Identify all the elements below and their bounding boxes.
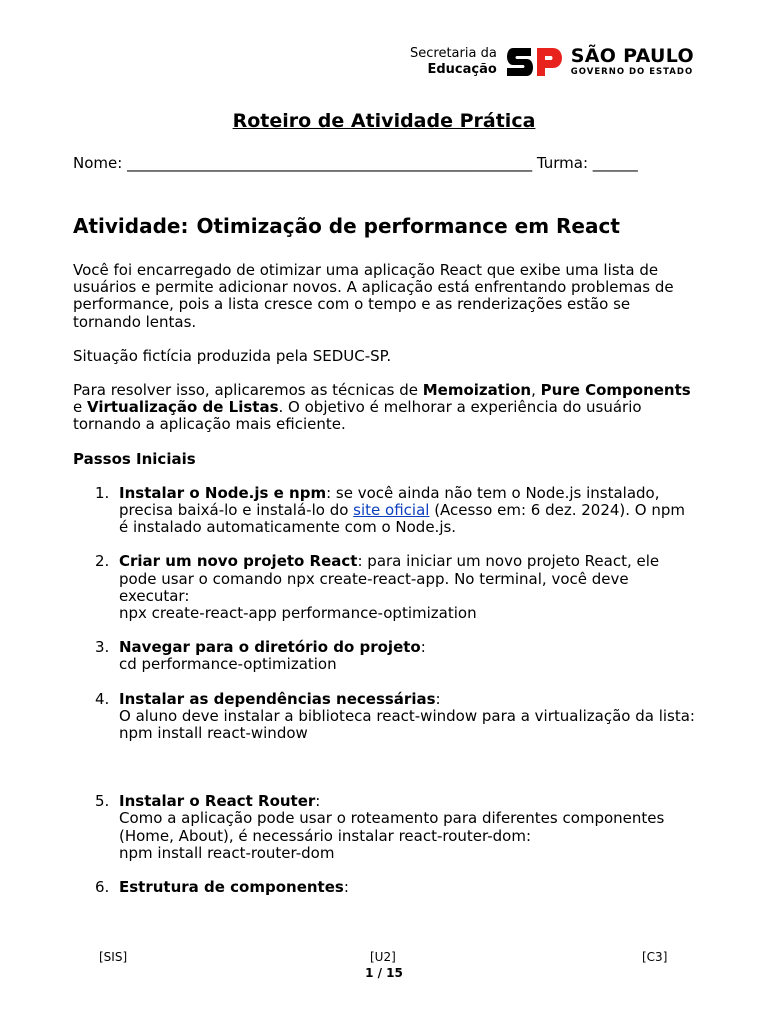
- brand-name: SÃO PAULO: [570, 45, 694, 67]
- fictitious-note: Situação fictícia produzida pela SEDUC-SP.: [73, 346, 392, 365]
- step-text: :: [420, 638, 426, 657]
- step-text: : para iniciar um novo projeto React, ele pode usar o comando npx create-react-app. No terminal, você deve executar:: [119, 552, 660, 605]
- steps-heading-text: Passos Iniciais: [73, 449, 196, 468]
- step-item-4: [73, 691, 698, 743]
- secretaria-line1: Secretaria da: [410, 46, 497, 61]
- step-title: Criar um novo projeto React: [119, 552, 358, 571]
- step-item-6: [73, 879, 698, 896]
- page-title: Roteiro de Atividade Prática: [232, 110, 536, 132]
- step-text: :: [343, 878, 349, 897]
- activity-title: Otimização de performance em React: [196, 214, 620, 238]
- turma-blank: ______: [592, 154, 638, 172]
- step-text: :: [435, 689, 441, 708]
- step-item-2: [73, 553, 698, 622]
- turma-label: Turma:: [536, 154, 589, 172]
- nome-label: Nome:: [73, 154, 123, 172]
- step-title: Estrutura de componentes: [119, 878, 344, 897]
- techniques-paragraph: [73, 382, 698, 434]
- footer-mid-code: [U2]: [370, 950, 396, 964]
- step-title: Navegar para o diretório do projeto: [119, 638, 421, 657]
- document-body: [73, 262, 698, 913]
- name-class-line: [73, 154, 638, 172]
- step-title: Instalar as dependências necessárias: [119, 689, 436, 708]
- steps-heading: [73, 451, 698, 468]
- step-title: Instalar o Node.js e npm: [119, 483, 327, 502]
- step-description: O aluno deve instalar a biblioteca react-window para a virtualização da lista:: [119, 706, 695, 725]
- step-command: npm install react-window: [119, 724, 308, 743]
- footer-right-code: [C3]: [642, 950, 668, 964]
- step-item-1: [73, 485, 698, 537]
- techniques-post: . O objetivo é melhorar a experiência do usuário tornando a aplicação mais eficiente.: [73, 398, 642, 434]
- step-number: 3.: [95, 638, 110, 657]
- secretaria-line2: Educação: [427, 62, 497, 77]
- step-number: 1.: [95, 483, 110, 502]
- step-number: 2.: [95, 552, 110, 571]
- step-title: Instalar o React Router: [119, 792, 316, 811]
- techniques-sep1: ,: [531, 381, 541, 400]
- step-item-3: [73, 639, 698, 673]
- sao-paulo-brand: [571, 46, 694, 78]
- step-command: npm install react-router-dom: [119, 843, 335, 862]
- sp-education-logo: [410, 44, 694, 80]
- nome-blank: ______________________________________________________: [127, 154, 533, 172]
- techniques-pre: Para resolver isso, aplicaremos as técnicas de: [73, 381, 423, 400]
- footer-left-code: [SIS]: [99, 950, 128, 964]
- technique-memoization: Memoization: [422, 381, 532, 400]
- official-site-link[interactable]: site oficial: [353, 501, 430, 520]
- activity-label: Atividade:: [73, 214, 189, 238]
- techniques-sep2: e: [73, 398, 87, 417]
- step-command: npx create-react-app performance-optimization: [119, 604, 477, 623]
- step-number: 4.: [95, 689, 110, 708]
- sp-mark-icon: [505, 46, 565, 78]
- step-number: 5.: [95, 792, 110, 811]
- step-description: Como a aplicação pode usar o roteamento para diferentes componentes (Home, About), é necessário instalar react-router-dom:: [119, 809, 665, 845]
- step-text: : se você ainda não tem o Node.js instalado, precisa baixá-lo e instalá-lo do: [119, 483, 660, 520]
- activity-heading: [73, 214, 620, 238]
- step-command: cd performance-optimization: [119, 655, 337, 674]
- technique-pure-components: Pure Components: [540, 381, 691, 400]
- step-text-end: (Acesso em: 6 dez. 2024). O npm é instalado automaticamente com o Node.js.: [119, 501, 686, 537]
- step-number: 6.: [95, 878, 110, 897]
- steps-list: [73, 485, 698, 896]
- step-text: :: [315, 792, 321, 811]
- intro-paragraph: Você foi encarregado de otimizar uma aplicação React que exibe uma lista de usuários e permite adicionar novos. A aplicação está enfrentando problemas de performance, pois a lista cresce com o tempo e as renderizações estão se tornando lentas.: [73, 261, 674, 331]
- page-number: 1 / 15: [365, 966, 403, 980]
- step-item-5: [73, 793, 698, 862]
- brand-subtitle: GOVERNO DO ESTADO: [570, 67, 694, 77]
- secretaria-label: [410, 46, 497, 78]
- technique-virtualization: Virtualização de Listas: [87, 398, 279, 417]
